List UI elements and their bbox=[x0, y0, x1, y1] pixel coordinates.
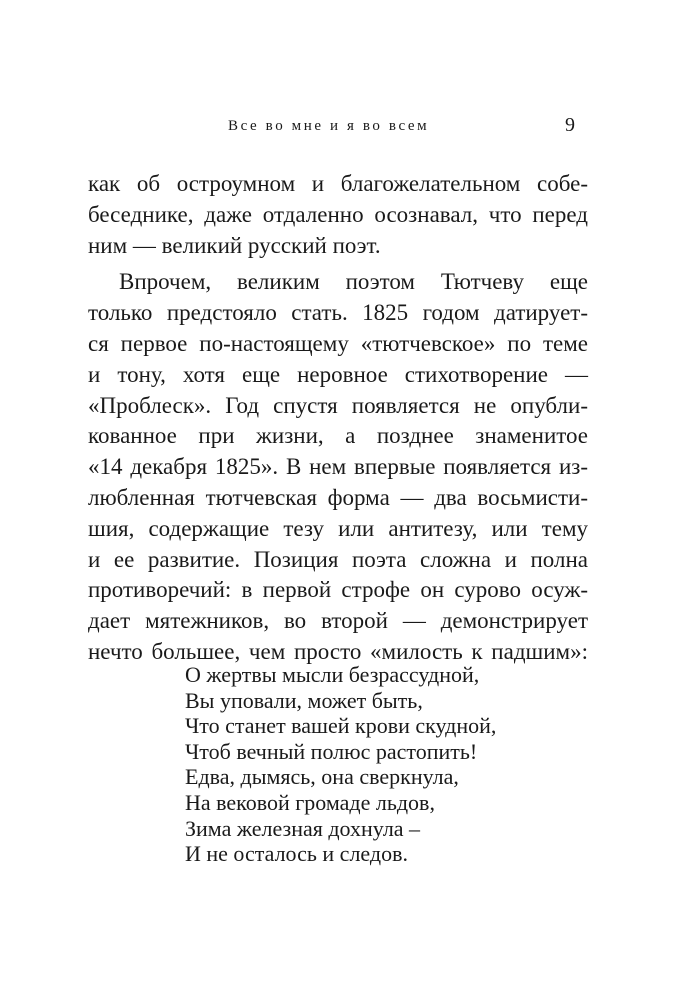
poem-quote bbox=[185, 662, 496, 867]
poem-line: Зима железная дохнула – bbox=[185, 815, 421, 841]
text-line: ся первое по-настоящему «тютчевское» по теме bbox=[88, 330, 588, 356]
text-line: и ее развитие. Позиция поэта сложна и полна bbox=[88, 546, 588, 572]
poem-line: Чтоб вечный полюс растопить! bbox=[185, 738, 478, 764]
text-line: как об остроумном и благожелательном собе- bbox=[88, 171, 588, 196]
paragraph-1 bbox=[88, 169, 588, 261]
text-line: кованное при жизни, а позднее знаменитое bbox=[88, 423, 588, 449]
poem-line: И не осталось и следов. bbox=[185, 841, 408, 867]
page-number: 9 bbox=[565, 114, 575, 136]
poem-line: На вековой громаде льдов, bbox=[185, 789, 435, 815]
text-line: противоречий: в первой строфе он сурово осуж- bbox=[88, 577, 588, 603]
body-text bbox=[88, 169, 588, 668]
poem-line: Едва, дымясь, она сверкнула, bbox=[185, 764, 459, 790]
text-line: дает мятежников, во второй — демонстрирует bbox=[88, 608, 588, 634]
text-line: шия, содержащие тезу или антитезу, или тему bbox=[88, 515, 588, 541]
text-line: и тону, хотя еще неровное стихотворение — bbox=[88, 361, 588, 387]
text-line: беседнике, даже отдаленно осознавал, что перед bbox=[88, 201, 588, 227]
poem-line: О жертвы мысли безрассудной, bbox=[185, 662, 480, 687]
text-line: только предстояло стать. 1825 годом датирует- bbox=[88, 300, 588, 326]
text-line: любленная тютчевская форма — два восьмисти- bbox=[88, 484, 588, 510]
poem-line: Что станет вашей крови скудной, bbox=[185, 713, 497, 739]
text-line: нечто большее, чем просто «милость к падшим»: bbox=[88, 638, 588, 664]
text-line: «Проблеск». Год спустя появляется не опубли- bbox=[88, 392, 588, 418]
running-head-title: Все во мне и я во всем bbox=[228, 118, 430, 134]
text-line: ним — великий русский поэт. bbox=[88, 232, 381, 258]
text-line: «14 декабря 1825». В нем впервые появляется из- bbox=[88, 454, 588, 480]
paragraph-2 bbox=[88, 267, 588, 667]
text-line: Впрочем, великим поэтом Тютчеву еще bbox=[119, 269, 588, 295]
poem-line: Вы уповали, может быть, bbox=[185, 687, 423, 713]
